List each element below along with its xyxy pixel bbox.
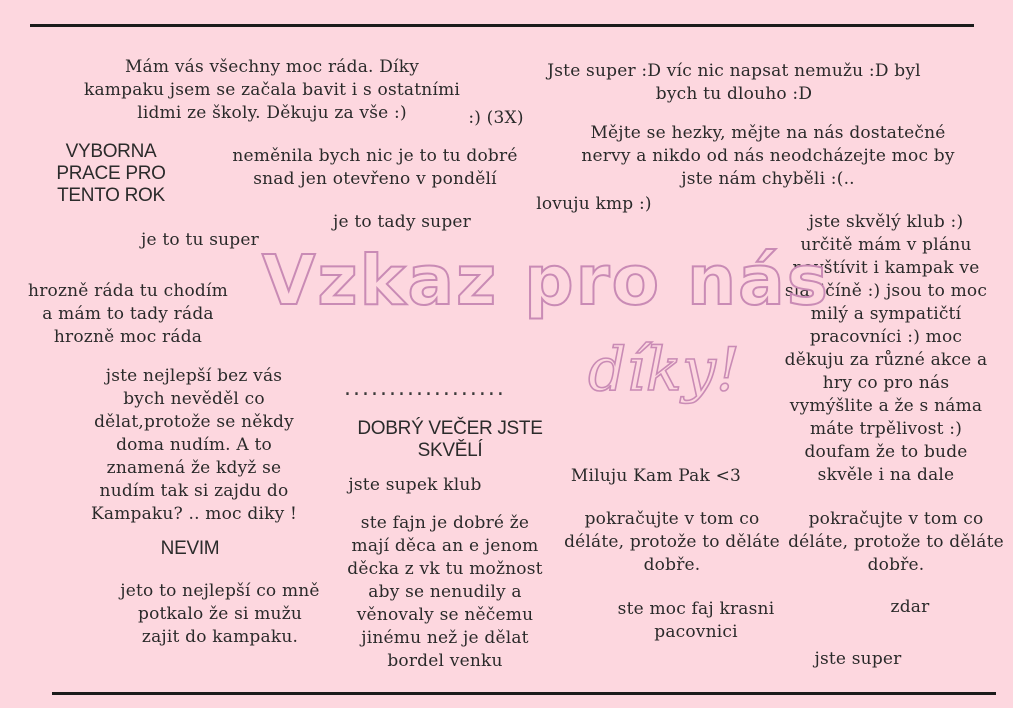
- message-card: :) (3X): [468, 108, 524, 128]
- message-card: Jste super :D víc nic napsat nemužu :D byl bych tu dlouho :D: [547, 61, 921, 104]
- message-card: zdar: [890, 597, 930, 617]
- message-card: hrozně ráda tu chodím a mám to tady ráda hrozně moc ráda: [28, 281, 228, 347]
- message-card: pokračujte v tom co déláte, protože to děláte dobře.: [788, 509, 1004, 575]
- message-card: DOBRÝ VEČER JSTE SKVĚLÍ: [357, 418, 543, 461]
- top-divider: [30, 24, 974, 27]
- message-card: Mám vás všechny moc ráda. Díky kampaku jsem se začala bavit i s ostatními lidmi ze školy. Děkuju za vše :): [83, 57, 461, 123]
- message-card: ste moc faj krasni pacovnici: [617, 599, 775, 642]
- message-card: pokračujte v tom co déláte, protože to děláte dobře.: [564, 509, 780, 575]
- message-card: jeto to nejlepší co mně potkalo že si mužu zajit do kampaku.: [120, 581, 320, 647]
- message-card: NEVIM: [160, 538, 220, 559]
- dotted-line: ..................: [344, 376, 506, 401]
- message-card: Mějte se hezky, mějte na nás dostatečné nervy a nikdo od nás neodcházejte moc by jste nám chyběli :(..: [581, 123, 955, 189]
- poster-title: Vzkaz pro nás: [262, 241, 830, 321]
- message-card: neměnila bych nic je to tu dobré snad jen otevřeno v pondělí: [232, 146, 518, 189]
- message-card: lovuju kmp :): [536, 194, 652, 214]
- message-card: Miluju Kam Pak <3: [570, 466, 742, 486]
- message-card: jste super: [814, 649, 902, 669]
- thanks-lettering: díky!: [588, 335, 740, 405]
- message-card: VYBORNA PRACE PRO TENTO ROK: [56, 141, 166, 206]
- message-card: je to tady super: [332, 212, 471, 232]
- message-card: jste supek klub: [348, 475, 482, 495]
- message-card: ste fajn je dobré že mají děca an e jenom děcka z vk tu možnost aby se nenudily a věnovaly se něčemu jinému než je dělat bordel venku: [347, 513, 543, 671]
- message-card: jste nejlepší bez vás bych nevěděl co dělat,protože se někdy doma nudím. A to znamená že když se nudím tak si zajdu do Kampaku? .. moc diky !: [90, 366, 298, 524]
- message-card: jste skvělý klub :) určitě mám v plánu navštívit i kampak ve slavičíně :) jsou to moc milý a sympatičtí pracovníci :) moc děkuju za různé akce a hry co pro nás vymýšlite a že s náma máte trpělivost :) doufam že to bude skvěle i na dale: [784, 212, 988, 485]
- message-card: je to tu super: [141, 230, 259, 250]
- bottom-divider: [52, 692, 996, 695]
